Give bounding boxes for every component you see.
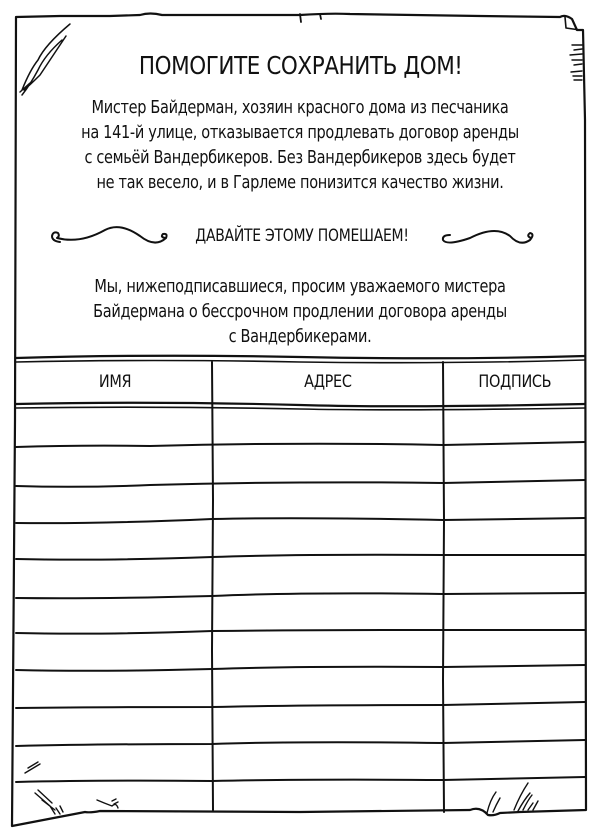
name-cell[interactable]	[17, 600, 212, 631]
name-cell[interactable]	[17, 449, 212, 484]
address-cell[interactable]	[213, 635, 443, 668]
signature-cell[interactable]	[444, 600, 585, 631]
column-header-name: ИМЯ	[98, 372, 132, 392]
name-cell[interactable]	[17, 561, 212, 596]
intro-line: Мистер Байдерман, хозяин красного дома из песчаника	[91, 98, 509, 118]
signature-cell[interactable]	[444, 672, 585, 706]
signature-cell[interactable]	[444, 525, 585, 557]
address-cell[interactable]	[213, 525, 443, 557]
address-cell[interactable]	[213, 449, 443, 484]
intro-line: на 141-й улице, отказывается продлевать договор аренды	[81, 123, 519, 143]
signature-cell[interactable]	[444, 748, 585, 780]
petition-title: ПОМОГИТЕ СОХРАНИТЬ ДОМ!	[138, 51, 463, 80]
address-cell[interactable]	[213, 561, 443, 596]
address-cell[interactable]	[213, 600, 443, 631]
signature-cell[interactable]	[444, 488, 585, 521]
address-cell[interactable]	[213, 410, 443, 445]
intro-line: не так весело, и в Гарлеме понизится качество жизни.	[96, 173, 504, 193]
signature-cell[interactable]	[444, 784, 585, 809]
signature-cell[interactable]	[444, 410, 585, 445]
request-paragraph	[0, 275, 600, 350]
request-line: Байдермана о бессрочном продлении договора аренды	[93, 302, 507, 322]
signature-cell[interactable]	[444, 561, 585, 596]
name-cell[interactable]	[17, 748, 212, 780]
request-line: с Вандербикерами.	[228, 327, 372, 347]
address-cell[interactable]	[213, 710, 443, 744]
intro-line: с семьёй Вандербикеров. Без Вандербикеров здесь будет	[84, 148, 516, 168]
address-cell[interactable]	[213, 784, 443, 809]
name-cell[interactable]	[17, 710, 212, 744]
name-cell[interactable]	[17, 784, 212, 809]
address-cell[interactable]	[213, 672, 443, 706]
name-cell[interactable]	[17, 488, 212, 521]
signature-cell[interactable]	[444, 635, 585, 668]
name-cell[interactable]	[17, 525, 212, 557]
signature-cell[interactable]	[444, 449, 585, 484]
name-cell[interactable]	[17, 672, 212, 706]
address-cell[interactable]	[213, 488, 443, 521]
column-header-signature: ПОДПИСЬ	[478, 372, 551, 392]
intro-paragraph	[0, 96, 600, 196]
name-cell[interactable]	[17, 635, 212, 668]
request-line: Мы, нижеподписавшиеся, просим уважаемого мистера	[94, 277, 506, 297]
column-header-address: АДРЕС	[303, 372, 352, 392]
banner-text: ДАВАЙТЕ ЭТОМУ ПОМЕШАЕМ!	[195, 226, 409, 246]
address-cell[interactable]	[213, 748, 443, 780]
signature-cell[interactable]	[444, 710, 585, 744]
name-cell[interactable]	[17, 410, 212, 445]
